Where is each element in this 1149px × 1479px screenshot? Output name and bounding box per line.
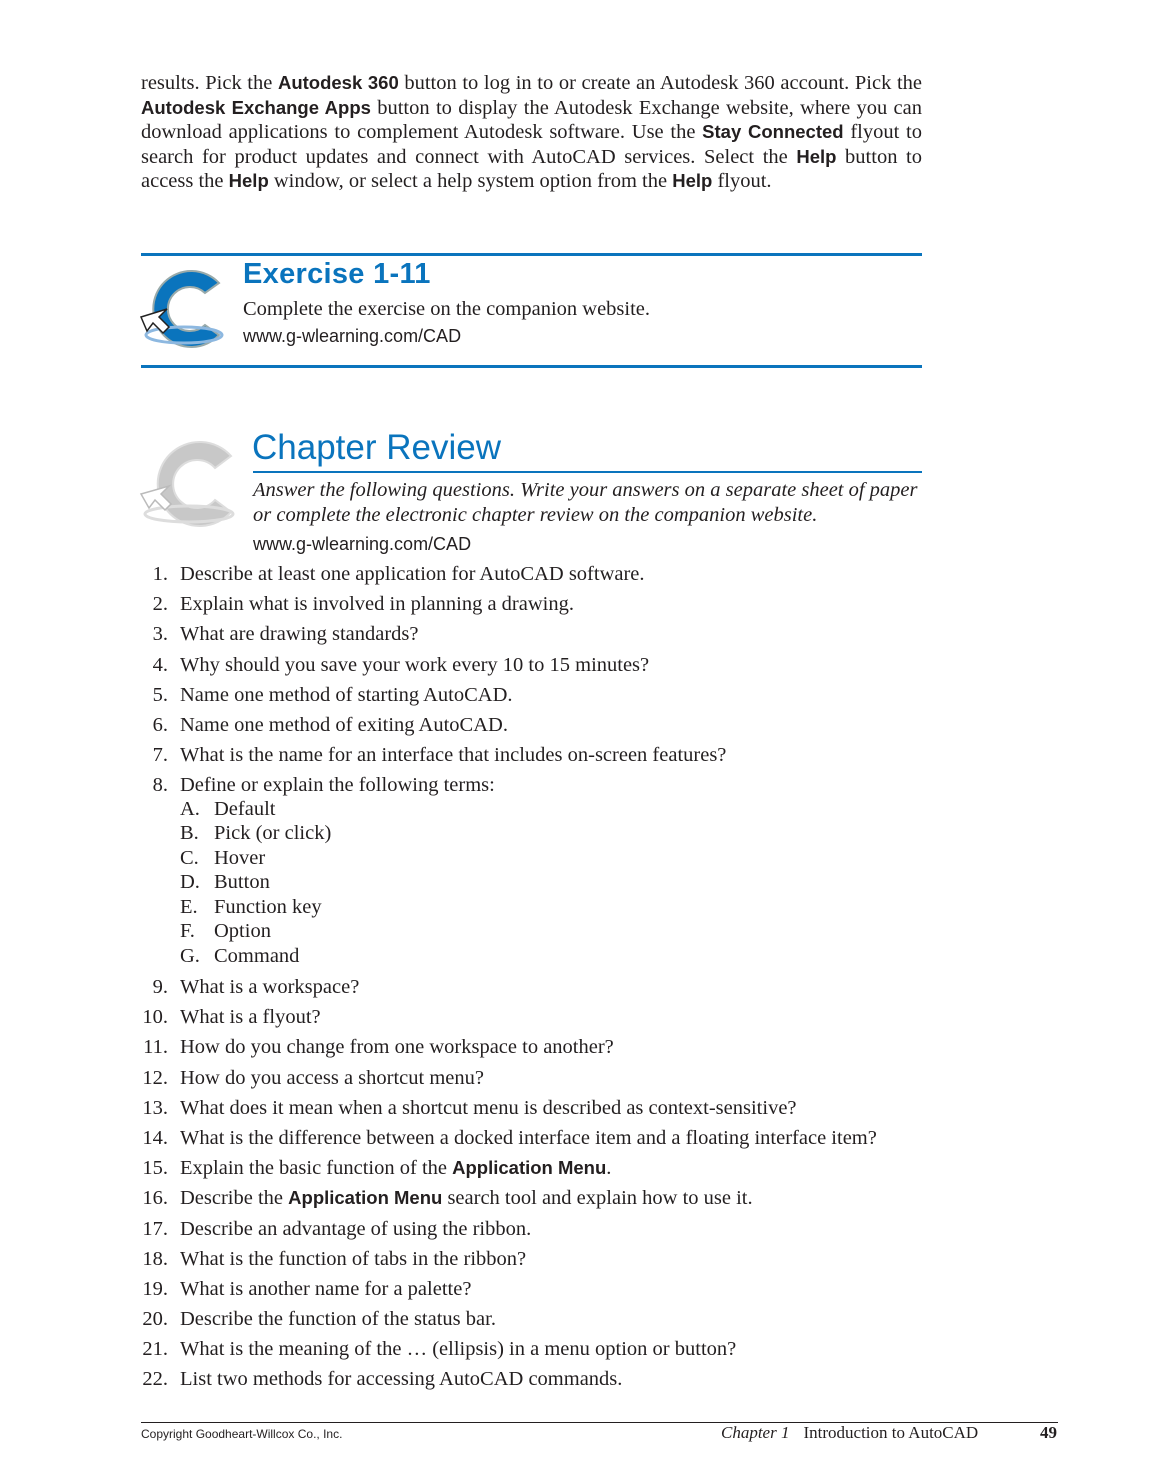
question-text bbox=[180, 561, 645, 591]
question-text bbox=[180, 1216, 531, 1246]
sub-item-letter: B. bbox=[180, 822, 199, 845]
text-run: Explain the basic function of the bbox=[180, 1157, 453, 1180]
question-number: 20. bbox=[142, 1308, 168, 1331]
question-item bbox=[130, 1366, 930, 1396]
question-item bbox=[130, 1306, 930, 1336]
bold-term: Stay Connected bbox=[702, 121, 844, 142]
question-item bbox=[130, 1216, 930, 1246]
question-item bbox=[130, 561, 930, 591]
text-run: What does it mean when a shortcut menu is described as context-sensitive? bbox=[180, 1096, 797, 1119]
question-item bbox=[130, 1034, 930, 1064]
intro-paragraph bbox=[141, 71, 922, 194]
question-text bbox=[180, 1246, 526, 1276]
text-run: button to log in to or create an Autodesk 360 account. Pick the bbox=[398, 72, 922, 94]
question-text bbox=[180, 1185, 753, 1215]
exercise-text: Complete the exercise on the companion website. bbox=[243, 298, 651, 320]
question-text bbox=[180, 621, 419, 651]
question-text bbox=[180, 1336, 736, 1366]
text-run: What is a flyout? bbox=[180, 1006, 321, 1029]
question-number: 5. bbox=[152, 683, 168, 706]
text-run: What is the difference between a docked interface item and a floating interface item? bbox=[180, 1126, 877, 1149]
bold-term: Autodesk Exchange Apps bbox=[141, 96, 371, 118]
text-run: What are drawing standards? bbox=[180, 623, 419, 646]
bold-term: Application Menu bbox=[452, 1157, 607, 1179]
bold-term: Help bbox=[672, 170, 713, 191]
question-text bbox=[180, 974, 359, 1004]
question-number: 11. bbox=[143, 1036, 168, 1059]
question-number: 9. bbox=[152, 976, 168, 998]
text-run: What is another name for a palette? bbox=[180, 1277, 472, 1300]
question-item bbox=[130, 772, 930, 797]
question-number: 12. bbox=[142, 1066, 168, 1089]
question-text bbox=[180, 1306, 496, 1336]
question-item bbox=[130, 1065, 930, 1095]
question-item bbox=[130, 974, 930, 1004]
question-text bbox=[180, 1065, 484, 1095]
text-run: . bbox=[606, 1157, 612, 1180]
text-run: Define or explain the following terms: bbox=[180, 774, 495, 797]
question-text bbox=[180, 1366, 622, 1396]
bold-term: Application Menu bbox=[288, 1187, 443, 1209]
question-text bbox=[180, 591, 574, 621]
question-text bbox=[180, 1004, 321, 1034]
chapter-review-url-link[interactable]: www.g-wlearning.com/CAD bbox=[253, 534, 472, 554]
question-text bbox=[180, 772, 495, 797]
question-number: 3. bbox=[152, 623, 168, 646]
text-run: What is the name for an interface that includes on-screen features? bbox=[180, 744, 727, 767]
question-item bbox=[130, 1246, 930, 1276]
sub-item-text: Hover bbox=[214, 846, 266, 869]
question-item bbox=[130, 1095, 930, 1125]
question-item bbox=[130, 742, 930, 772]
exercise-title: Exercise 1-11 bbox=[243, 258, 431, 290]
review-questions-list bbox=[130, 561, 930, 1397]
text-run: What is the function of tabs in the ribbon? bbox=[180, 1247, 527, 1270]
question-number: 19. bbox=[142, 1277, 168, 1300]
question-text bbox=[180, 1034, 614, 1064]
sub-item-text: Command bbox=[214, 944, 300, 967]
question-number: 2. bbox=[152, 593, 168, 616]
bold-term: Help bbox=[228, 170, 269, 191]
text-run: flyout. bbox=[712, 170, 772, 192]
question-number: 13. bbox=[142, 1096, 168, 1119]
chapter-review-rule bbox=[253, 471, 922, 473]
text-run: Name one method of exiting AutoCAD. bbox=[180, 713, 508, 736]
question-text bbox=[180, 1155, 611, 1185]
text-run: button to display the Autodesk Exchange website, where you can download applications to complement Autodesk software. Use the bbox=[141, 96, 922, 143]
question-number: 17. bbox=[142, 1217, 168, 1240]
text-run: flyout to search for product updates and connect with AutoCAD services. Select the bbox=[141, 121, 922, 168]
text-run: How do you change from one workspace to another? bbox=[180, 1036, 614, 1059]
text-run: Describe the bbox=[180, 1187, 289, 1210]
question-text bbox=[180, 1095, 797, 1125]
sub-item-letter: C. bbox=[180, 846, 199, 869]
question-item bbox=[130, 712, 930, 742]
question-number: 7. bbox=[152, 744, 168, 767]
text-run: What is a workspace? bbox=[180, 976, 360, 998]
page-number: 49 bbox=[1040, 1423, 1057, 1442]
sub-item-letter: G. bbox=[180, 944, 200, 967]
sub-item bbox=[130, 895, 930, 920]
question-number: 8. bbox=[152, 774, 168, 797]
sub-item bbox=[130, 870, 930, 895]
text-run: Name one method of starting AutoCAD. bbox=[180, 683, 513, 706]
text-run: Why should you save your work every 10 to 15 minutes? bbox=[180, 653, 650, 676]
question-text bbox=[180, 1125, 877, 1155]
sub-item-letter: E. bbox=[180, 895, 198, 918]
text-run: search tool and explain how to use it. bbox=[442, 1187, 753, 1210]
text-run: How do you access a shortcut menu? bbox=[180, 1066, 484, 1089]
sub-item-letter: D. bbox=[180, 871, 200, 894]
text-run: Describe an advantage of using the ribbon. bbox=[180, 1217, 532, 1240]
chapter-number: Chapter 1 bbox=[721, 1423, 790, 1442]
question-item bbox=[130, 1336, 930, 1366]
sub-item bbox=[130, 797, 930, 822]
sub-item bbox=[130, 944, 930, 974]
question-number: 22. bbox=[142, 1368, 168, 1391]
sub-item-text: Button bbox=[214, 871, 270, 894]
question-text bbox=[180, 742, 726, 772]
sub-item-letter: F. bbox=[180, 920, 195, 943]
sub-item bbox=[130, 846, 930, 871]
chapter-review-instructions: Answer the following questions. Write your answers on a separate sheet of paper or complete the electronic chapter review on the companion website. bbox=[253, 479, 918, 526]
question-number: 1. bbox=[152, 563, 168, 585]
chapter-review-logo-icon bbox=[139, 436, 243, 530]
question-item bbox=[130, 682, 930, 712]
sub-item bbox=[130, 821, 930, 846]
text-run: List two methods for accessing AutoCAD commands. bbox=[180, 1368, 623, 1391]
text-run: window, or select a help system option from the bbox=[268, 170, 673, 192]
sub-item-text: Function key bbox=[214, 895, 322, 918]
sub-item-text: Option bbox=[214, 920, 271, 943]
running-footer bbox=[721, 1423, 978, 1443]
exercise-url-link[interactable]: www.g-wlearning.com/CAD bbox=[243, 326, 462, 346]
chapter-review-title: Chapter Review bbox=[252, 428, 501, 467]
text-run: Describe at least one application for AutoCAD software. bbox=[180, 563, 645, 585]
question-number: 14. bbox=[142, 1126, 168, 1149]
sub-item-text: Default bbox=[214, 797, 276, 820]
question-item bbox=[130, 1185, 930, 1215]
bold-term: Autodesk 360 bbox=[277, 72, 399, 93]
question-text bbox=[180, 652, 649, 682]
question-item bbox=[130, 1155, 930, 1185]
exercise-bottom-rule bbox=[141, 365, 922, 368]
text-run: results. Pick the bbox=[141, 72, 278, 94]
question-number: 16. bbox=[142, 1187, 168, 1210]
question-item bbox=[130, 1125, 930, 1155]
chapter-title: Introduction to AutoCAD bbox=[803, 1423, 979, 1442]
question-number: 10. bbox=[142, 1006, 168, 1029]
question-item bbox=[130, 591, 930, 621]
question-text bbox=[180, 712, 508, 742]
sub-item bbox=[130, 919, 930, 944]
question-text bbox=[180, 682, 513, 712]
question-item bbox=[130, 621, 930, 651]
question-text bbox=[180, 1276, 471, 1306]
question-item bbox=[130, 1276, 930, 1306]
question-item bbox=[130, 652, 930, 682]
question-number: 21. bbox=[142, 1338, 168, 1361]
companion-website-logo-icon bbox=[139, 265, 231, 353]
question-number: 4. bbox=[152, 653, 168, 676]
bold-term: Help bbox=[796, 145, 837, 167]
text-run: button to access the bbox=[141, 145, 922, 192]
question-number: 15. bbox=[142, 1157, 168, 1180]
copyright: Copyright Goodheart-Willcox Co., Inc. bbox=[141, 1427, 343, 1441]
sub-item-letter: A. bbox=[180, 797, 200, 820]
question-item bbox=[130, 1004, 930, 1034]
question-number: 6. bbox=[152, 713, 168, 736]
question-number: 18. bbox=[142, 1247, 168, 1270]
text-run: Describe the function of the status bar. bbox=[180, 1308, 496, 1331]
exercise-top-rule bbox=[141, 253, 922, 256]
sub-item-text: Pick (or click) bbox=[214, 822, 332, 845]
text-run: Explain what is involved in planning a drawing. bbox=[180, 593, 574, 616]
text-run: What is the meaning of the … (ellipsis) in a menu option or button? bbox=[180, 1338, 737, 1361]
